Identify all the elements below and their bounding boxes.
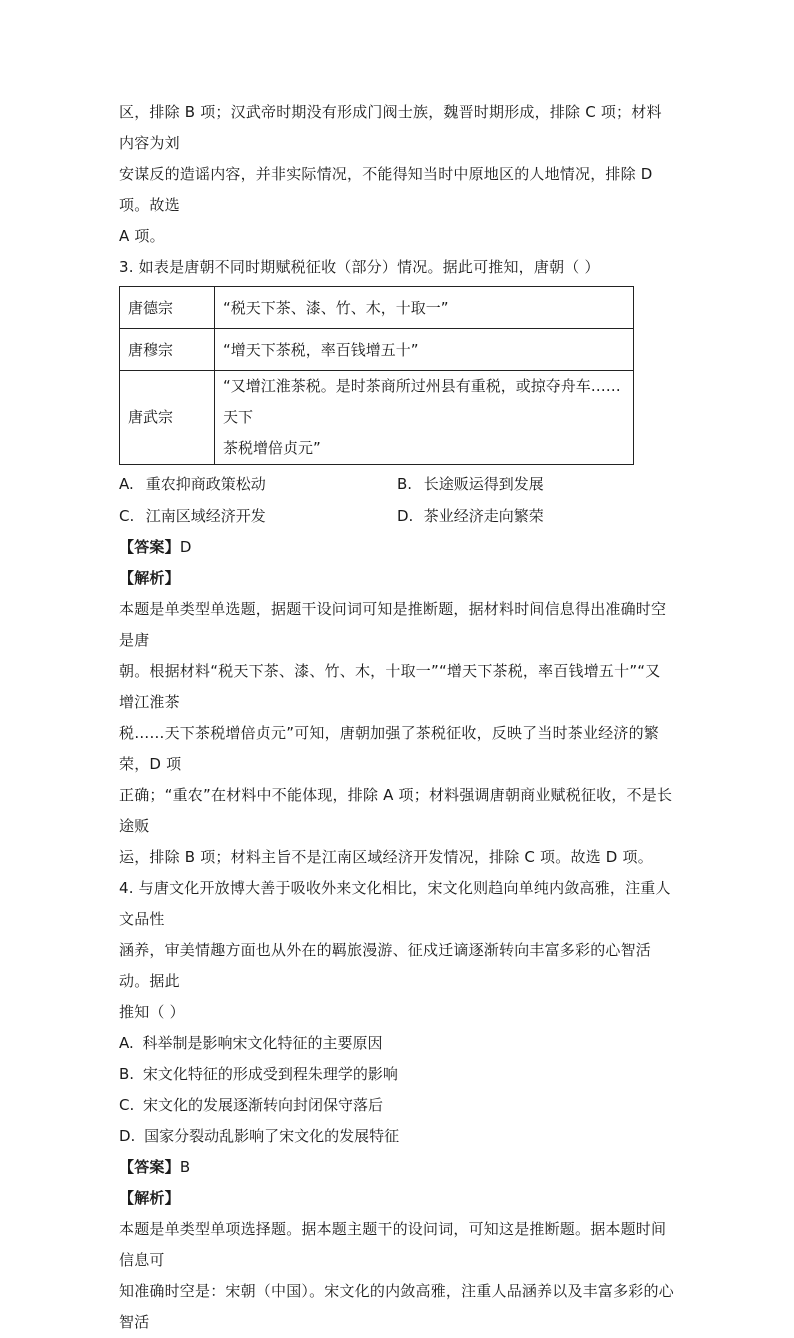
option-letter: A. [119,475,134,493]
question-4-title-line: 涵养，审美情趣方面也从外在的羁旅漫游、征戍迁谪逐渐转向丰富多彩的心智活动。据此 [119,941,652,990]
option-letter: B. [397,475,413,493]
answer-value: B [179,1158,191,1176]
option-letter: C. [119,507,135,525]
table-row [120,329,634,371]
table-row [120,371,634,465]
question-3-analysis-label: 【解析】 [119,569,180,587]
option-text: 国家分裂动乱影响了宋文化的发展特征 [144,1127,400,1145]
question-3-title: 3. 如表是唐朝不同时期赋税征收（部分）情况。据此可推知，唐朝（ ） [119,258,600,276]
question-4-title-line: 4. 与唐文化开放博大善于吸收外来文化相比，宋文化则趋向单纯内敛高雅，注重人文品性 [119,879,671,928]
intro-line-1: 区，排除 B 项；汉武帝时期没有形成门阀士族，魏晋时期形成，排除 C 项；材料内容为刘 [119,103,662,152]
option-c [119,500,397,532]
tax-table [119,286,634,465]
table-cell-record: “增天下茶税，率百钱增五十” [215,329,634,371]
analysis-line: 税……天下茶税增倍贞元”可知，唐朝加强了茶税征收，反映了当时茶业经济的繁荣，D 项 [119,724,659,773]
option-b [397,468,675,500]
analysis-line: 运，排除 B 项；材料主旨不是江南区域经济开发情况，排除 C 项。故选 D 项。 [119,848,653,866]
answer-label: 【答案】 [119,1158,180,1176]
option-d [119,1121,675,1152]
option-letter: A. [119,1034,134,1052]
document-body [119,97,675,1338]
table-cell-line: “又增江淮茶税。是时茶商所过州县有重税，或掠夺舟车……天下 [223,377,621,426]
option-b [119,1059,675,1090]
option-text: 茶业经济走向繁荣 [423,507,544,525]
option-text: 宋文化的发展逐渐转向封闭保守落后 [143,1096,384,1114]
option-text: 科举制是影响宋文化特征的主要原因 [142,1034,383,1052]
option-letter: C. [119,1096,135,1114]
intro-line-2: 安谋反的造谣内容，并非实际情况，不能得知当时中原地区的人地情况，排除 D 项。故选 [119,165,653,214]
option-letter: D. [119,1127,136,1145]
answer-label: 【答案】 [119,538,180,556]
question-4-analysis-label: 【解析】 [119,1189,180,1207]
analysis-line: 朝。根据材料“税天下茶、漆、竹、木，十取一”“增天下茶税，率百钱增五十”“又增江淮茶 [119,662,661,711]
table-cell-line: 茶税增倍贞元” [223,439,321,457]
question-3-answer [119,532,675,563]
option-c [119,1090,675,1121]
option-d [397,500,675,532]
analysis-line: 正确；“重农”在材料中不能体现，排除 A 项；材料强调唐朝商业赋税征收，不是长途贩 [119,786,673,835]
option-a [119,468,397,500]
question-4-answer [119,1152,675,1183]
option-a [119,1028,675,1059]
analysis-line: 知准确时空是：宋朝（中国）。宋文化的内敛高雅，注重人品涵养以及丰富多彩的心智活 [119,1282,674,1331]
question-3-options [119,468,675,532]
option-text: 宋文化特征的形成受到程朱理学的影响 [142,1065,398,1083]
table-row [120,287,634,329]
option-text: 重农抑商政策松动 [145,475,266,493]
table-cell-record: “税天下茶、漆、竹、木，十取一” [215,287,634,329]
intro-line-3: A 项。 [119,227,165,245]
table-cell-emperor: 唐德宗 [120,287,215,329]
table-cell-emperor: 唐武宗 [120,371,215,465]
option-text: 江南区域经济开发 [145,507,266,525]
table-cell-record [215,371,634,465]
option-letter: D. [397,507,414,525]
option-text: 长途贩运得到发展 [423,475,544,493]
question-4-title-line: 推知（ ） [119,1003,185,1021]
table-cell-emperor: 唐穆宗 [120,329,215,371]
option-letter: B. [119,1065,135,1083]
answer-value: D [179,538,192,556]
analysis-line: 本题是单类型单项选择题。据本题主题干的设问词，可知这是推断题。据本题时间信息可 [119,1220,667,1269]
analysis-line: 本题是单类型单选题，据题干设问词可知是推断题，据材料时间信息得出准确时空是唐 [119,600,667,649]
